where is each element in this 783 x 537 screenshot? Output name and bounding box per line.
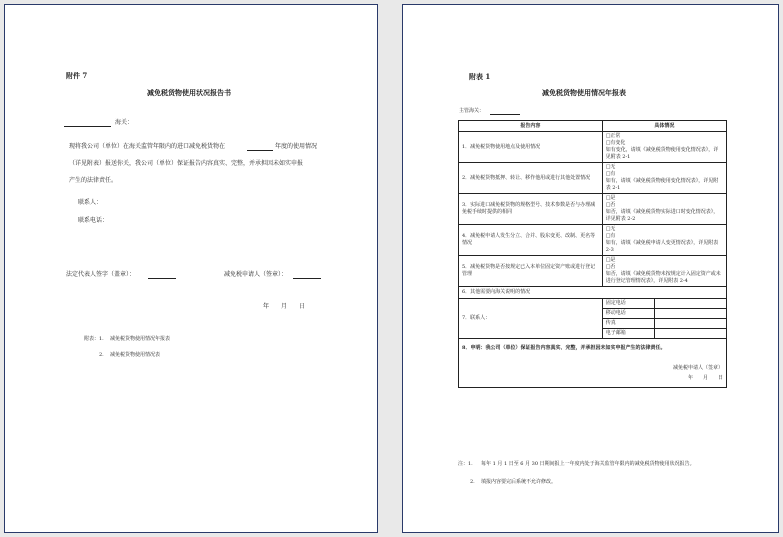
contact-field-value[interactable]: [655, 309, 727, 319]
note-2-num: 2.: [470, 479, 475, 485]
row-details[interactable]: [602, 256, 726, 287]
table-row: [459, 287, 727, 299]
checkbox-option[interactable]: □无: [605, 164, 616, 170]
checkbox-option[interactable]: □否: [605, 264, 616, 270]
checkbox-option[interactable]: □有: [605, 233, 616, 239]
checkbox-option[interactable]: □是: [605, 195, 616, 201]
row-item: 3．实际进口减免税货物的规格型号、技术参数是否与办理减免税手续时提供的相同: [459, 194, 603, 225]
contact-field-label: 移动电话: [602, 309, 655, 319]
table-row: [459, 194, 727, 225]
row-item: 2．减免税货物抵押、转让、移作他用或进行其他处置情况: [459, 163, 603, 194]
right-page: [402, 4, 779, 533]
detail-note: 如否，请填《减免税货物实际进口时变化情况表》，详见附表 2-2: [605, 209, 719, 222]
detail-note: 如否，请填《减免税货物未按规定计入固定资产或未进行登记管理情况表》，详见附表 2-4: [605, 271, 721, 284]
customs-suffix: 海关：: [115, 119, 134, 126]
date-line: 年 月 日: [263, 303, 306, 310]
attachment-2: 减免税货物使用情况表: [110, 352, 161, 358]
contact-field-label: 传真: [602, 319, 655, 329]
contact-field-value[interactable]: [655, 299, 727, 309]
customs-name-blank[interactable]: [64, 126, 111, 127]
applicant-sign-label: 减免税申请人（签章）：: [224, 271, 288, 278]
notes-label: 注：1.: [458, 461, 473, 467]
table-header-row: [459, 121, 727, 132]
table-row: [459, 132, 727, 163]
row-details[interactable]: [602, 163, 726, 194]
year-blank[interactable]: [247, 150, 273, 151]
applicant-sign-blank[interactable]: [293, 278, 321, 279]
contact-item: 7．联系人：: [459, 299, 603, 339]
report-table: [458, 120, 727, 388]
body-line-3: 产生的法律责任。: [69, 177, 118, 184]
attachment-2-num: 2.: [99, 352, 104, 358]
note-2: 填报内容要完后系统不允许修改。: [481, 479, 557, 485]
detail-note: 如有变化，请填《减免税货物使用变化情况表》，详见附表 2-1: [605, 147, 719, 160]
detail-note: 如有，请填《减免税货物使用变化情况表》，详见附表 2-1: [605, 178, 719, 191]
table-row: [459, 256, 727, 287]
declaration-row: [459, 339, 727, 388]
note-1: 每年 1 月 1 日至 6 月 30 日期间报上一年度内处于海关监管年限内的减免税货物使用状况报告。: [481, 461, 695, 467]
declaration-date: 年 月 日: [687, 374, 723, 381]
row-item: 1．减免税货物使用地点及使用情况: [459, 132, 603, 163]
legal-rep-sign-blank[interactable]: [148, 278, 176, 279]
table-row: [459, 163, 727, 194]
contact-person-label: 联系人：: [78, 199, 103, 206]
contact-phone-label: 联系电话：: [78, 217, 109, 224]
detail-note: 如有，请填《减免税申请人变更情况表》，详见附表 2-3: [605, 240, 719, 253]
legal-rep-sign-label: 法定代表人签字（盖章）：: [66, 271, 136, 278]
attachments-label: 附表：1.: [84, 336, 104, 342]
declaration-text: 8．申明：我公司（单位）保证报告内容真实、完整，并承担因未如实申报产生的法律责任。: [462, 344, 666, 351]
row-item: 4．减免税申请人发生分立、合并、股东变更、改制、更名等情况: [459, 225, 603, 256]
customs-label: 主管海关：: [459, 108, 485, 114]
row-details[interactable]: [602, 225, 726, 256]
row-details[interactable]: [602, 132, 726, 163]
checkbox-option[interactable]: □有变化: [605, 140, 626, 146]
attachment-1: 减免税货物使用情况年报表: [110, 336, 171, 342]
header-details: 具体情况: [602, 121, 726, 132]
row-item[interactable]: 6．其他需要向海关说明的情况: [459, 287, 727, 299]
customs-blank[interactable]: [490, 114, 520, 115]
table-row: [459, 225, 727, 256]
attachment-label: 附件 7: [66, 71, 88, 80]
contact-field-label: 电子邮箱: [602, 329, 655, 339]
row-details[interactable]: [602, 194, 726, 225]
report-title: 减免税货物使用状况报告书: [147, 88, 231, 97]
contact-field-value[interactable]: [655, 329, 727, 339]
row-item: 5．减免税货物是否按规定已入本单位固定资产账或进行登记管理: [459, 256, 603, 287]
header-report-content: 报告内容: [459, 121, 603, 132]
schedule-title: 减免税货物使用情况年报表: [542, 88, 626, 97]
contact-field-label: 固定电话: [602, 299, 655, 309]
checkbox-option[interactable]: □有: [605, 171, 616, 177]
checkbox-option[interactable]: □是: [605, 257, 616, 263]
schedule-label: 附表 1: [469, 72, 491, 81]
checkbox-option[interactable]: □无: [605, 226, 616, 232]
left-page: [4, 4, 378, 533]
body-line-1a: 现将我公司（单位）在海关监管年限内的进口减免税货物在: [69, 143, 226, 150]
declaration-cell: [459, 339, 727, 388]
contact-field-value[interactable]: [655, 319, 727, 329]
checkbox-option[interactable]: □正常: [605, 133, 621, 139]
body-line-1b: 年度的使用情况: [275, 143, 318, 150]
contact-row: [459, 299, 727, 309]
body-line-2: （详见附表）报送你关，我公司（单位）保证报告内容真实、完整，并承担因未如实申报: [69, 160, 304, 167]
applicant-sign-label: 减免税申请人（签章）: [672, 364, 723, 371]
checkbox-option[interactable]: □否: [605, 202, 616, 208]
